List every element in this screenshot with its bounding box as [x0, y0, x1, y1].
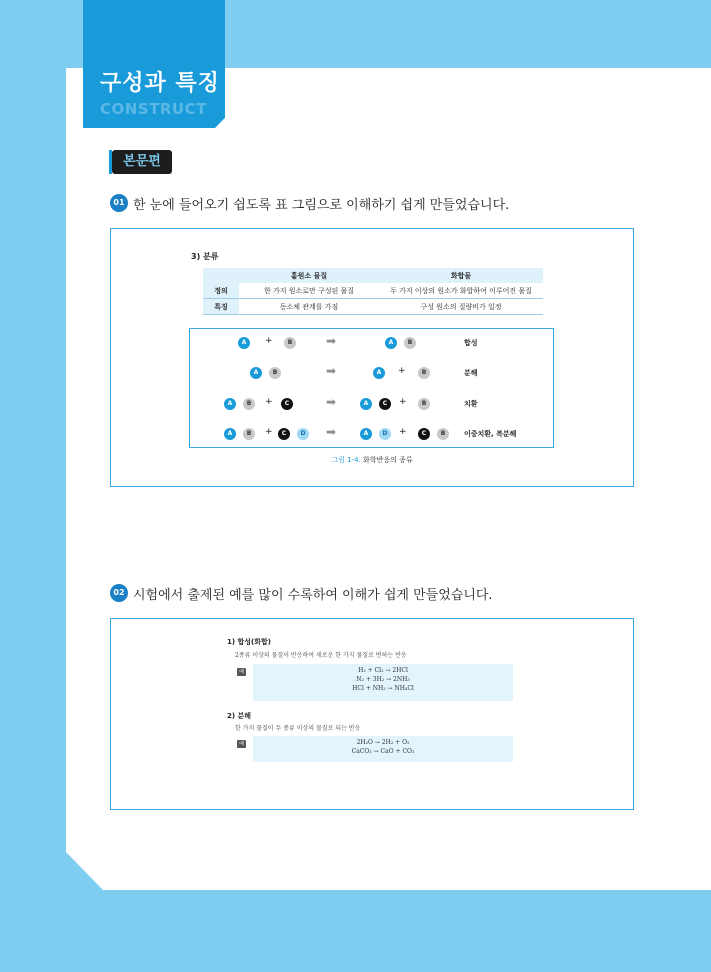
atom-a: A — [224, 428, 236, 440]
atom-a: A — [224, 398, 236, 410]
atom-a: A — [385, 337, 397, 349]
atom-b: B — [418, 367, 430, 379]
figure-caption — [111, 455, 633, 465]
item-description: 2종류 이상의 물질이 반응하여 새로운 한 가지 물질로 변하는 반응 — [235, 652, 407, 659]
sample-title: 3) 분류 — [191, 252, 219, 261]
arrow-icon: ➡ — [326, 334, 337, 348]
table-cell: 동소체 관계를 가짐 — [279, 302, 339, 311]
atom-d: D — [297, 428, 309, 440]
atom-b: B — [437, 428, 449, 440]
table-header — [203, 268, 239, 283]
example-tag: 예 — [237, 668, 246, 676]
section-number-02: 02 — [110, 584, 128, 602]
example-equation: 2H₂O → 2H₂ + O₂ — [356, 739, 410, 746]
atom-b: B — [404, 337, 416, 349]
sample-box-2 — [110, 618, 634, 810]
table-cell: 구성 원소의 질량비가 일정 — [420, 302, 502, 311]
plus-sign: + — [265, 427, 273, 437]
arrow-icon: ➡ — [326, 425, 337, 439]
plus-sign: + — [265, 336, 273, 346]
example-equation: H₂ + Cl₂ → 2HCl — [358, 667, 408, 674]
item-title: 2) 분해 — [227, 712, 252, 720]
table-cell: 특징 — [203, 299, 239, 315]
reaction-label: 이중치환, 복분해 — [464, 430, 517, 438]
table-cell: 정의 — [203, 283, 239, 299]
atom-d: D — [379, 428, 391, 440]
atom-c: C — [281, 398, 293, 410]
atom-a: A — [360, 428, 372, 440]
atom-a: A — [250, 367, 262, 379]
atom-c: C — [379, 398, 391, 410]
example-tag: 예 — [237, 740, 246, 748]
atom-a: A — [360, 398, 372, 410]
page-title: 구성과 특징 — [100, 71, 220, 96]
plus-sign: + — [265, 397, 273, 407]
classification-table — [203, 268, 543, 315]
atom-c: C — [418, 428, 430, 440]
atom-a: A — [238, 337, 250, 349]
section-heading-02: 시험에서 출제된 예를 많이 수록하여 이해가 쉽게 만들었습니다. — [133, 588, 493, 603]
reaction-label: 분해 — [464, 369, 478, 377]
table-row — [203, 299, 543, 315]
arrow-icon: ➡ — [326, 395, 337, 409]
example-box — [253, 736, 513, 762]
section-badge: 본문편 — [112, 150, 172, 174]
atom-b: B — [243, 428, 255, 440]
table-header-row — [203, 268, 543, 283]
atom-b: B — [269, 367, 281, 379]
atom-b: B — [284, 337, 296, 349]
arrow-icon: ➡ — [326, 364, 337, 378]
figure-number: 그림 1-4. — [331, 456, 361, 464]
item-title: 1) 합성(화합) — [227, 638, 271, 646]
plus-sign: + — [398, 366, 406, 376]
section-number-01: 01 — [110, 194, 128, 212]
table-header: 화합물 — [379, 268, 543, 283]
sample-box-1 — [110, 228, 634, 487]
atom-b: B — [243, 398, 255, 410]
table-cell: 한 가지 원소로만 구성된 물질 — [263, 286, 355, 295]
section-heading-01: 한 눈에 들어오기 쉽도록 표 그림으로 이해하기 쉽게 만들었습니다. — [133, 198, 510, 213]
plus-sign: + — [399, 397, 407, 407]
plus-sign: + — [399, 427, 407, 437]
table-cell: 두 가지 이상의 원소가 화합하여 이루어진 물질 — [390, 286, 532, 295]
figure-caption-text: 화학반응의 종류 — [363, 456, 413, 464]
example-equation: HCl + NH₃ → NH₄Cl — [352, 685, 414, 692]
example-equation: CaCO₃ → CaO + CO₂ — [351, 748, 415, 755]
table-header: 홑원소 물질 — [239, 268, 379, 283]
atom-b: B — [418, 398, 430, 410]
reaction-diagram — [189, 328, 554, 448]
atom-c: C — [278, 428, 290, 440]
reaction-label: 치환 — [464, 400, 478, 408]
example-equation: N₂ + 3H₂ → 2NH₃ — [356, 676, 410, 683]
example-box — [253, 664, 513, 701]
atom-a: A — [373, 367, 385, 379]
reaction-label: 합성 — [464, 339, 478, 347]
table-row — [203, 283, 543, 299]
page-subtitle: CONSTRUCT — [100, 100, 207, 118]
item-description: 한 가지 물질이 두 종류 이상의 물질로 되는 반응 — [235, 725, 361, 732]
